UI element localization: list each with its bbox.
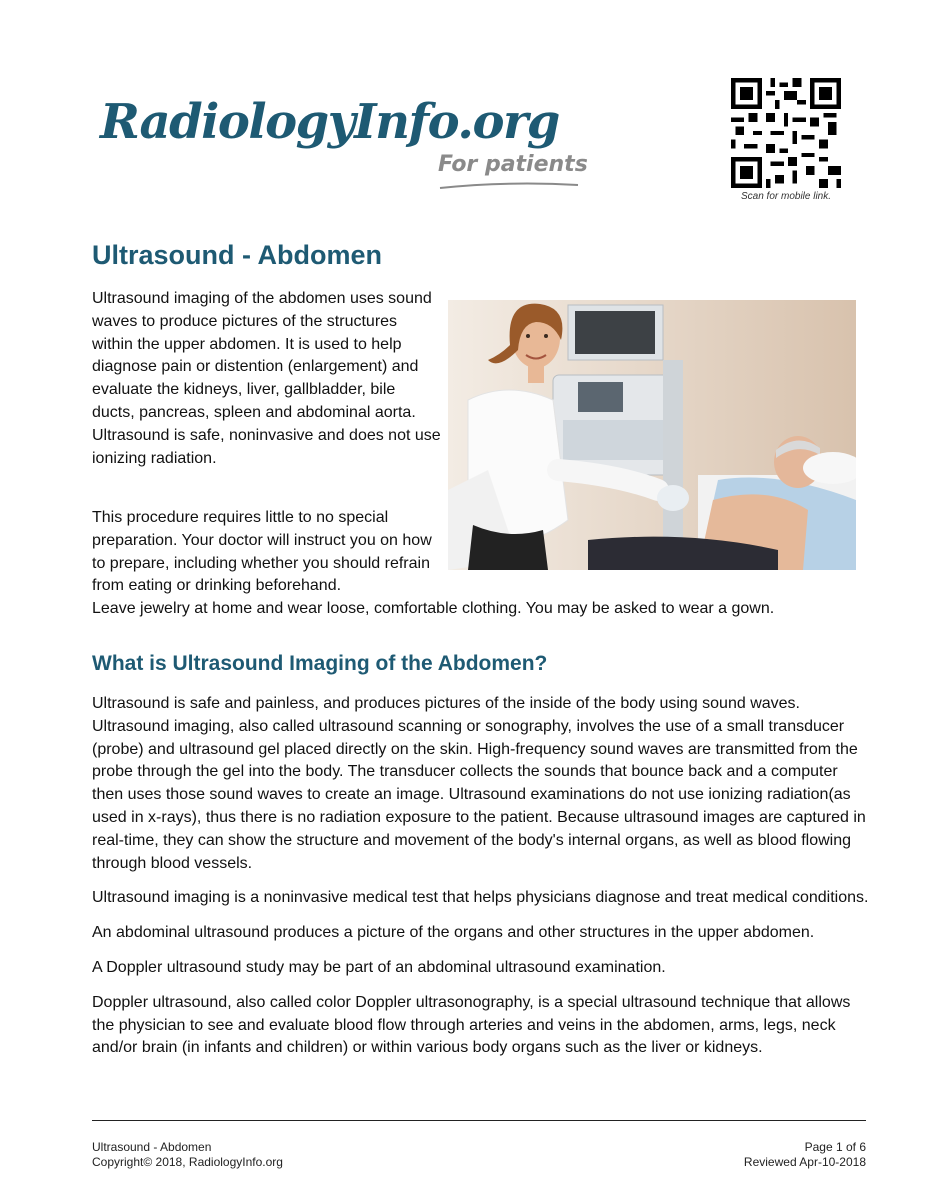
logo-swoosh-icon (438, 182, 580, 190)
intro-paragraph: Ultrasound imaging of the abdomen uses sound waves to produce pictures of the structures within the upper abdomen. It is used to help diagnose pain or distention (enlargement) and evaluate the kidneys, liver, gallbladder, bile ducts, pancreas, spleen and abdominal aorta. Ultrasound is safe, noninvasive and does not use ionizing radiation. (92, 290, 441, 467)
page-title: Ultrasound - Abdomen (92, 240, 382, 270)
section-heading: What is Ultrasound Imaging of the Abdomen? (92, 652, 548, 675)
preparation-paragraph-continued: Leave jewelry at home and wear loose, comfortable clothing. You may be asked to wear a gown. (92, 600, 775, 617)
logo-wordmark: RadiologyInfo.org (100, 94, 559, 150)
footer-copyright: Copyright© 2018, RadiologyInfo.org (92, 1155, 283, 1169)
body-paragraph: Ultrasound imaging is a noninvasive medical test that helps physicians diagnose and treat medical conditions. (92, 889, 869, 907)
radiologyinfo-logo (100, 92, 600, 202)
footer-right (744, 1140, 866, 1170)
ultrasound-exam-photo (448, 300, 856, 570)
footer-divider (92, 1120, 866, 1121)
logo-tagline: For patients (438, 152, 588, 177)
body-paragraph: A Doppler ultrasound study may be part of an abdominal ultrasound examination. (92, 958, 666, 976)
body-paragraph: An abdominal ultrasound produces a picture of the organs and other structures in the upper abdomen. (92, 924, 815, 942)
footer-left (92, 1140, 283, 1170)
footer-page-number: Page 1 of 6 (804, 1140, 866, 1154)
preparation-paragraph: This procedure requires little to no special preparation. Your doctor will instruct you on how to prepare, including whether you should refrain from eating or drinking beforehand. (92, 509, 432, 595)
body-paragraph: Ultrasound is safe and painless, and produces pictures of the inside of the body using sound waves. Ultrasound imaging, also called ultrasound scanning or sonography, involves the use of a small transducer (probe) and ultrasound gel placed directly on the skin. High-frequency sound waves are transmitted from the probe through the gel into the body. The transducer collects the sounds that bounce back and a computer then uses those sound waves to create an image. Ultrasound examinations do not use ionizing radiation(as used in x-rays), thus there is no radiation exposure to the patient. Because ultrasound images are captured in real-time, they can show the structure and movement of the body's internal organs, as well as blood flowing through blood vessels. (92, 695, 866, 872)
qr-code-icon[interactable] (731, 78, 841, 188)
body-paragraph: Doppler ultrasound, also called color Doppler ultrasonography, is a special ultrasound technique that allows the physician to see and evaluate blood flow through arteries and veins in the abdomen, arms, legs, neck and/or brain (in infants and children) or within various body organs such as the liver or kidneys. (92, 993, 851, 1057)
footer-review-date: Reviewed Apr-10-2018 (743, 1155, 866, 1169)
qr-caption: Scan for mobile link. (740, 191, 832, 202)
section-body (92, 693, 872, 1072)
footer-doc-title: Ultrasound - Abdomen (92, 1140, 212, 1154)
